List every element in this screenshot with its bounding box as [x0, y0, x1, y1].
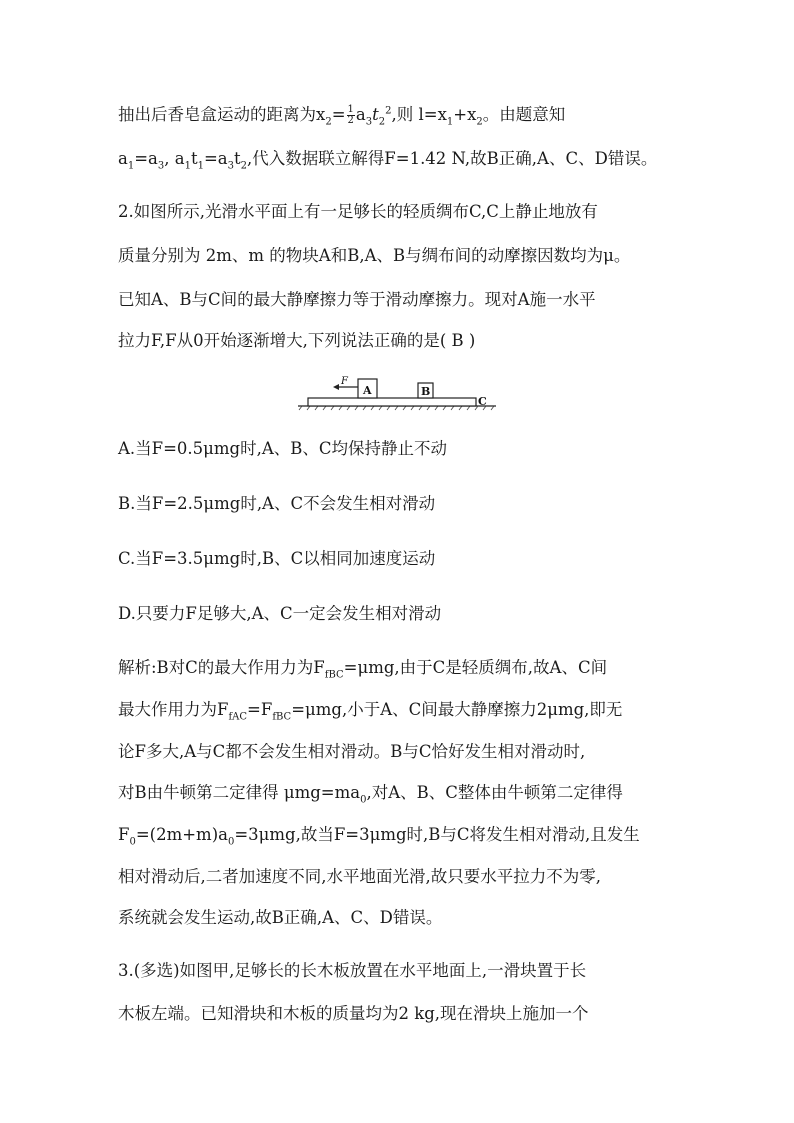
text: =F — [247, 700, 273, 719]
q2-stem-line-3: 已知A、B与C间的最大静摩擦力等于滑动摩擦力。现对A施一水平 — [118, 290, 596, 309]
fraction-denominator: 2 — [347, 115, 354, 126]
text: +x — [453, 105, 477, 124]
q3-stem-line-1: 3.(多选)如图甲,足够长的长木板放置在水平地面上,一滑块置于长 — [118, 961, 587, 980]
text: =(2m+m)a — [135, 825, 228, 844]
subscript: 0 — [360, 794, 367, 806]
text: 。由题意知 — [482, 105, 566, 124]
text: =μmg,由于C是轻质绸布,故A、C间 — [343, 658, 608, 677]
superscript: 2 — [385, 105, 392, 117]
label-b: B — [421, 385, 431, 398]
text: 解析:B对C的最大作用力为F — [118, 658, 325, 677]
subscript: 2 — [378, 116, 386, 128]
text: t — [234, 149, 241, 168]
subscript: 3 — [157, 160, 165, 172]
text: = — [331, 105, 346, 124]
subscript: 0 — [129, 836, 136, 848]
subscript: fAC — [228, 711, 248, 723]
label-a: A — [363, 384, 372, 397]
fraction-numerator: 1 — [347, 104, 354, 115]
subscript: fBC — [272, 711, 292, 723]
subscript: 1 — [446, 116, 454, 128]
text: =a — [203, 149, 228, 168]
text: 最大作用力为F — [118, 700, 229, 719]
text: t — [190, 149, 198, 168]
text: ,对A、B、C整体由牛顿第二定律得 — [366, 783, 623, 802]
solution-line-7: 系统就会发生运动,故B正确,A、C、D错误。 — [118, 908, 443, 927]
text: a — [118, 149, 128, 168]
text: t — [372, 105, 379, 124]
text: 对B由牛顿第二定律得 μmg=ma — [118, 783, 361, 802]
option-b: B.当F=2.5μmg时,A、C不会发生相对滑动 — [118, 494, 436, 513]
q3-stem-line-2: 木板左端。已知滑块和木板的质量均为2 kg,现在滑块上施加一个 — [118, 1004, 589, 1023]
subscript: 1 — [184, 160, 191, 172]
solution-line-3: 论F多大,A与C都不会发生相对滑动。B与C恰好发生相对滑动时, — [118, 742, 586, 761]
q2-stem-line-4: 拉力F,F从0开始逐渐增大,下列说法正确的是( B ) — [118, 331, 476, 350]
cloth-c — [308, 398, 476, 406]
subscript: 2 — [476, 116, 483, 128]
solution-line-1 — [118, 657, 607, 679]
q1-line-1 — [118, 104, 565, 126]
solution-line-2 — [118, 699, 622, 721]
q1-line-2 — [118, 148, 657, 170]
text: =μmg,小于A、C间最大静摩擦力2μmg,即无 — [291, 700, 623, 719]
solution-line-5 — [118, 824, 640, 846]
fraction-half — [347, 105, 355, 126]
label-c: C — [478, 395, 487, 408]
text: ,代入数据联立解得F=1.42 N,故B正确,A、C、D错误。 — [247, 149, 658, 168]
subscript: 3 — [365, 116, 373, 128]
solution-line-4 — [118, 782, 623, 804]
subscript: 1 — [127, 160, 135, 172]
subscript: 0 — [227, 836, 235, 848]
text: x — [316, 105, 326, 124]
blocks-on-cloth-figure — [296, 372, 501, 412]
option-a: A.当F=0.5μmg时,A、B、C均保持静止不动 — [118, 439, 448, 458]
q2-stem-line-2: 质量分别为 2m、m 的物块A和B,A、B与绸布间的动摩擦因数均为μ。 — [118, 246, 631, 265]
subscript: 3 — [227, 160, 235, 172]
text: ,则 l=x — [391, 105, 447, 124]
solution-line-6: 相对滑动后,二者加速度不同,水平地面光滑,故只要水平拉力不为零, — [118, 867, 601, 886]
text: a — [355, 105, 366, 124]
subscript: fBC — [324, 669, 344, 681]
force-arrow-head — [333, 384, 339, 390]
text: , a — [164, 149, 185, 168]
text: =a — [134, 149, 158, 168]
option-c: C.当F=3.5μmg时,B、C以相同加速度运动 — [118, 549, 436, 568]
subscript: 2 — [325, 116, 332, 128]
subscript: 2 — [240, 160, 248, 172]
label-f: F — [341, 376, 348, 387]
subscript: 1 — [197, 160, 204, 172]
text: =3μmg,故当F=3μmg时,B与C将发生相对滑动,且发生 — [234, 825, 640, 844]
q2-stem-line-1: 2.如图所示,光滑水平面上有一足够长的轻质绸布C,C上静止地放有 — [118, 202, 598, 221]
option-d: D.只要力F足够大,A、C一定会发生相对滑动 — [118, 604, 442, 623]
text: 抽出后香皂盒运动的距离为 — [118, 105, 316, 124]
text: F — [118, 825, 130, 844]
